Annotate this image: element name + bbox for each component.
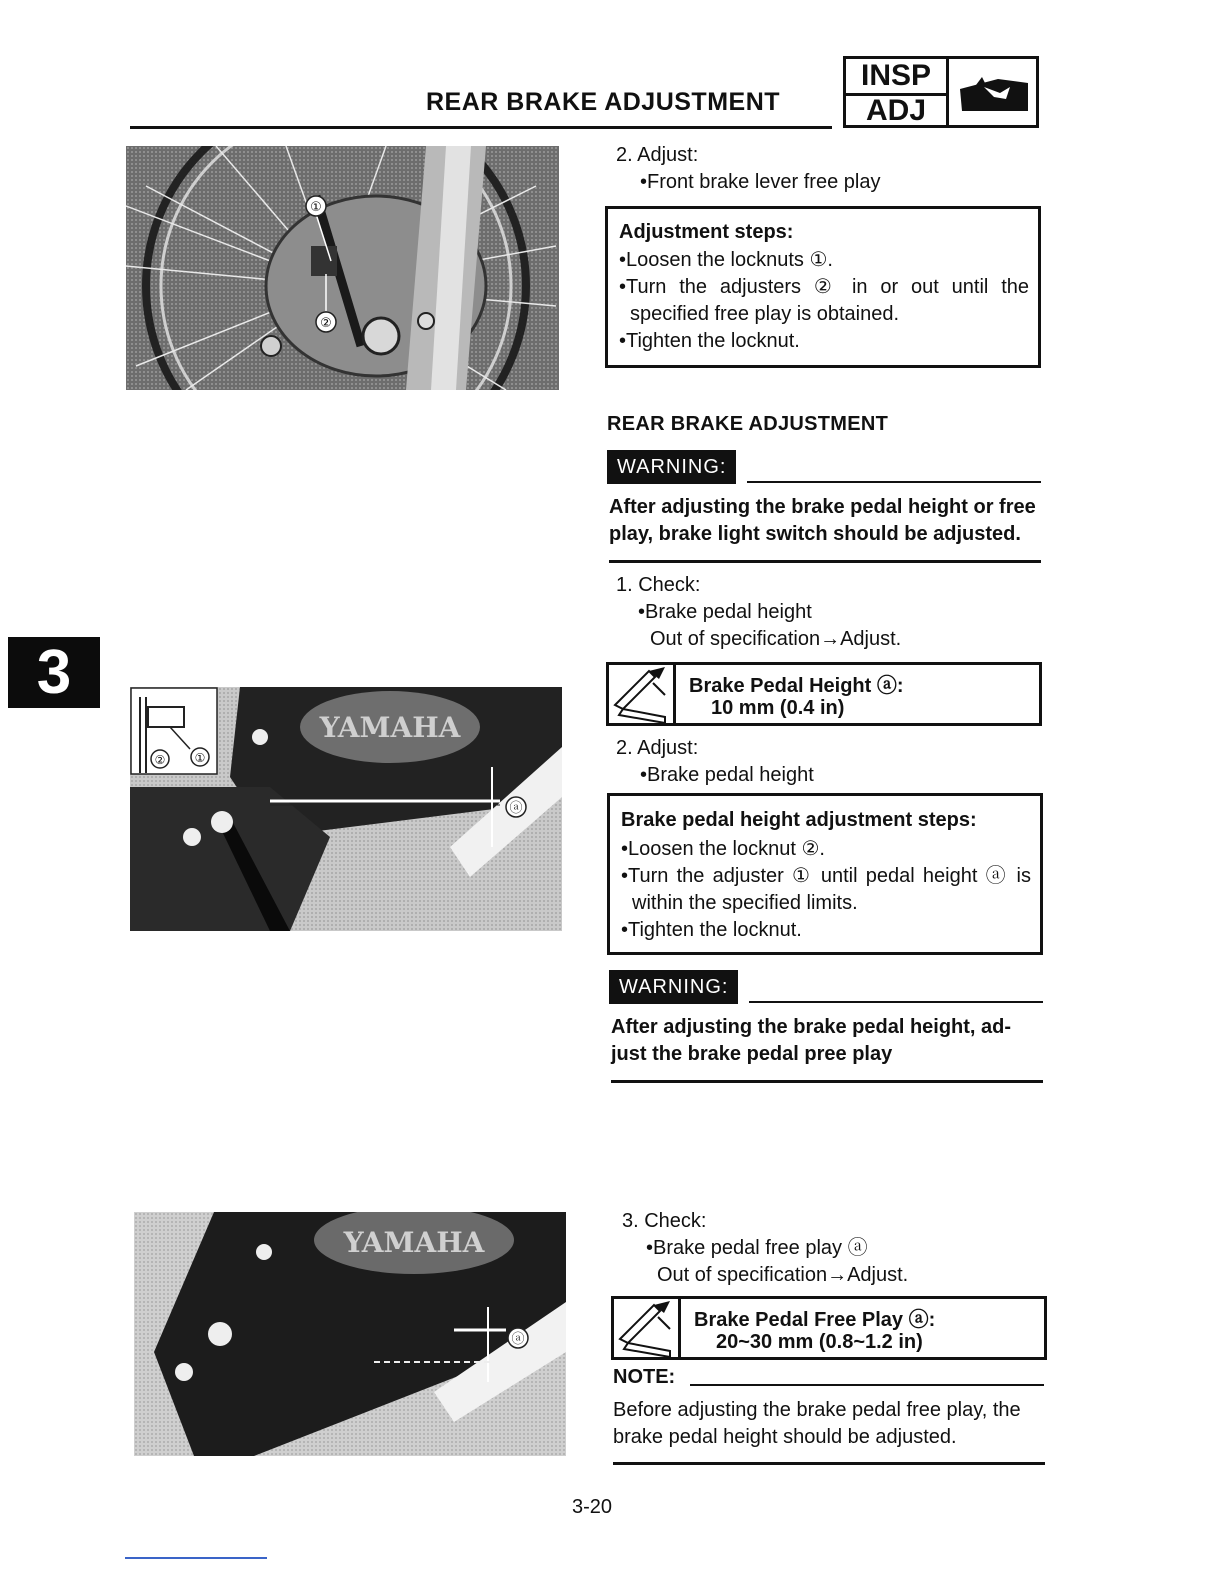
photo3-callout-a: ⓐ xyxy=(511,1332,525,1347)
front-step-3: •Tighten the locknut. xyxy=(619,330,800,352)
note-rule xyxy=(690,1384,1044,1386)
photo2-callout-2: ② xyxy=(154,753,166,767)
warning-1-rule xyxy=(747,481,1041,483)
front-adjust-step: 2. Adjust: xyxy=(616,144,699,166)
header-rule xyxy=(130,126,832,129)
rear-step-1: •Loosen the locknut ②. xyxy=(621,838,825,860)
photo2-brand: YAMAHA xyxy=(319,711,461,744)
badge-adj: ADJ xyxy=(846,93,949,128)
photo1-callout-2: ② xyxy=(320,316,332,331)
check-1-bullet: •Brake pedal height xyxy=(638,601,812,623)
warning-1-bottom-rule xyxy=(609,560,1041,563)
front-step-2-cont: specified free play is obtained. xyxy=(630,303,900,325)
photo1-callout-1: ① xyxy=(310,200,322,215)
check-1-step: 1. Check: xyxy=(616,574,701,596)
adjust-2-bullet: •Brake pedal height xyxy=(640,764,814,786)
note-line-2: brake pedal height should be adjusted. xyxy=(613,1426,957,1448)
insp-adj-badge xyxy=(843,56,1039,128)
front-adjustment-steps-box xyxy=(605,206,1041,368)
front-step-1: •Loosen the locknuts ①. xyxy=(619,249,833,271)
page-number: 3-20 xyxy=(572,1496,613,1518)
rear-step-2: •Turn the adjuster ① until pedal height ⓐ is xyxy=(621,865,1031,887)
spec-1-value: 10 mm (0.4 in) xyxy=(711,697,845,719)
caliper-icon xyxy=(609,665,676,723)
check-3-out: Out of specification→Adjust. xyxy=(657,1264,909,1286)
warning-tag-1: WARNING: xyxy=(607,450,736,484)
brake-pedal-free-play-spec xyxy=(611,1296,1047,1360)
rear-step-3: •Tighten the locknut. xyxy=(621,919,802,941)
warning-2-rule xyxy=(749,1001,1043,1003)
front-step-2: •Turn the adjusters ② in or out until the xyxy=(619,276,1029,298)
photo3-brand: YAMAHA xyxy=(343,1226,485,1259)
rear-step-2-cont: within the specified limits. xyxy=(632,892,858,914)
brake-pedal-free-play-photo xyxy=(134,1212,566,1456)
warning-2-bottom-rule xyxy=(611,1080,1043,1083)
footer-line xyxy=(125,1557,267,1559)
front-steps-title: Adjustment steps: xyxy=(619,221,794,243)
rear-steps-title: Brake pedal height adjustment steps: xyxy=(621,809,977,831)
photo2-callout-1: ① xyxy=(194,751,206,765)
check-3-bullet: •Brake pedal free play ⓐ xyxy=(646,1237,868,1259)
chapter-tab: 3 xyxy=(8,637,100,708)
badge-insp: INSP xyxy=(846,59,949,96)
note-line-1: Before adjusting the brake pedal free play, the xyxy=(613,1399,1021,1421)
note-bottom-rule xyxy=(613,1462,1045,1465)
front-brake-photo xyxy=(126,146,559,390)
page-title: REAR BRAKE ADJUSTMENT xyxy=(426,88,781,116)
warning-2-line-2: just the brake pedal pree play xyxy=(611,1043,893,1065)
warning-1-line-1: After adjusting the brake pedal height or free xyxy=(609,496,1036,518)
spec-2-label: Brake Pedal Free Play ⓐ: xyxy=(694,1309,936,1331)
caliper-icon xyxy=(614,1299,681,1357)
spec-1-label: Brake Pedal Height ⓐ: xyxy=(689,675,904,697)
warning-1-line-2: play, brake light switch should be adjusted. xyxy=(609,523,1021,545)
check-3-step: 3. Check: xyxy=(622,1210,707,1232)
warning-2-line-1: After adjusting the brake pedal height, ad- xyxy=(611,1016,1012,1038)
rear-brake-heading: REAR BRAKE ADJUSTMENT xyxy=(607,413,889,435)
warning-tag-2: WARNING: xyxy=(609,970,738,1004)
wrench-icon xyxy=(954,73,1032,115)
note-tag: NOTE: xyxy=(613,1366,676,1388)
photo2-callout-a: ⓐ xyxy=(509,801,523,816)
pedal-height-steps-box xyxy=(607,793,1043,955)
brake-pedal-height-spec xyxy=(606,662,1042,726)
front-adjust-bullet: •Front brake lever free play xyxy=(640,171,881,193)
adjust-2-step: 2. Adjust: xyxy=(616,737,699,759)
check-1-out: Out of specification→Adjust. xyxy=(650,628,902,650)
brake-pedal-height-photo xyxy=(130,687,562,931)
spec-2-value: 20~30 mm (0.8~1.2 in) xyxy=(716,1331,923,1353)
